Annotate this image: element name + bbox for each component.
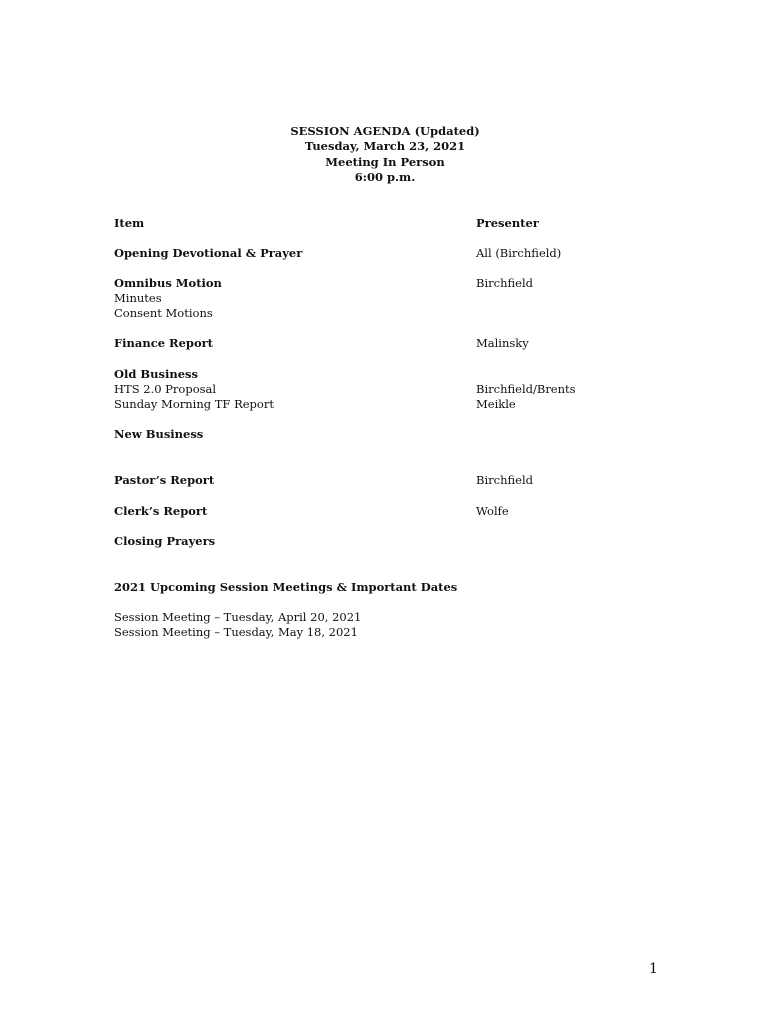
agenda-item-title: Opening Devotional & Prayer xyxy=(114,246,303,260)
meeting-date: Tuesday, March 23, 2021 xyxy=(304,139,466,154)
agenda-item-presenter: Birchfield xyxy=(476,276,533,290)
agenda-header xyxy=(0,124,770,185)
agenda-item-presenter: Malinsky xyxy=(476,336,529,350)
upcoming-date: Session Meeting – Tuesday, April 20, 2021 xyxy=(114,610,362,624)
agenda-subitem-presenter: Birchfield/Brents xyxy=(476,382,576,396)
meeting-time: 6:00 p.m. xyxy=(354,169,416,184)
agenda-item-title: Omnibus Motion xyxy=(114,276,222,290)
agenda-subitem: HTS 2.0 Proposal xyxy=(114,382,217,396)
agenda-item-presenter: All (Birchfield) xyxy=(476,246,562,260)
agenda-item-title: Old Business xyxy=(114,367,198,381)
agenda-subitem: Minutes xyxy=(114,291,162,305)
column-header-item: Item xyxy=(114,216,145,230)
agenda-title: SESSION AGENDA (Updated) xyxy=(290,124,480,138)
agenda-subitem: Sunday Morning TF Report xyxy=(114,397,274,411)
column-header-presenter: Presenter xyxy=(476,216,539,230)
agenda-item-presenter: Wolfe xyxy=(476,504,509,518)
agenda-item-title: Clerk’s Report xyxy=(114,504,208,518)
agenda-item-title: Finance Report xyxy=(114,336,213,350)
upcoming-heading: 2021 Upcoming Session Meetings & Important Dates xyxy=(114,580,458,594)
agenda-subitem-presenter: Meikle xyxy=(476,397,516,411)
agenda-subitem: Consent Motions xyxy=(114,306,213,320)
agenda-item-title: Closing Prayers xyxy=(114,534,216,548)
agenda-item-title: New Business xyxy=(114,427,204,441)
agenda-item-title: Pastor’s Report xyxy=(114,473,215,487)
meeting-format: Meeting In Person xyxy=(325,154,445,169)
agenda-item-presenter: Birchfield xyxy=(476,473,533,487)
upcoming-date: Session Meeting – Tuesday, May 18, 2021 xyxy=(114,625,358,639)
page-number: 1 xyxy=(649,961,658,977)
